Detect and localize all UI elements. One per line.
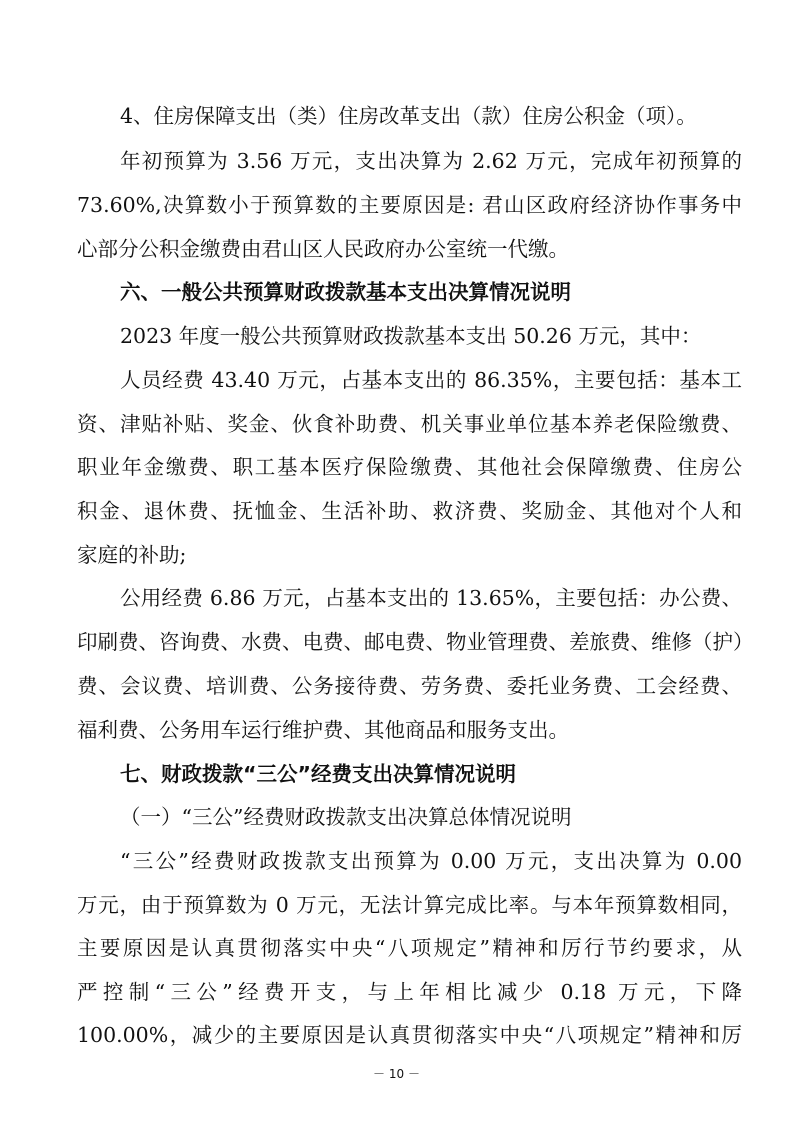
public-line-1: 公用经费 6.86 万元，占基本支出的 13.65%，主要包括：办公费、 <box>120 586 742 610</box>
public-line-4: 福利费、公务用车运行维护费、其他商品和服务支出。 <box>77 718 569 742</box>
housing-line-1: 年初预算为 3.56 万元，支出决算为 2.62 万元，完成年初预算的 <box>120 149 742 173</box>
housing-heading: 4、住房保障支出（类）住房改革支出（款）住房公积金（项）。 <box>120 104 697 128</box>
public-line-3: 费、会议费、培训费、公务接待费、劳务费、委托业务费、工会经费、 <box>77 674 742 698</box>
section7-subtitle: （一）“三公”经费财政拨款支出决算总体情况说明 <box>120 805 572 829</box>
sangong-line-5: 100.00%，减少的主要原因是认真贯彻落实中央“八项规定”精神和厉 <box>77 1023 742 1047</box>
section6-intro: 2023 年度一般公共预算财政拨款基本支出 50.26 万元，其中： <box>120 324 702 348</box>
personnel-line-4: 积金、退休费、抚恤金、生活补助、救济费、奖励金、其他对个人和 <box>77 499 742 523</box>
section7-title: 七、财政拨款“三公”经费支出决算情况说明 <box>120 762 516 786</box>
personnel-line-1: 人员经费 43.40 万元，占基本支出的 86.35%，主要包括：基本工 <box>120 368 742 392</box>
sangong-line-3: 主要原因是认真贯彻落实中央“八项规定”精神和厉行节约要求，从 <box>77 936 742 960</box>
sangong-line-2: 万元，由于预算数为 0 万元，无法计算完成比率。与本年预算数相同， <box>77 893 742 917</box>
personnel-line-5: 家庭的补助; <box>77 543 187 567</box>
sangong-line-4: 严控制“三公”经费开支，与上年相比减少 0.18 万元，下降 <box>77 980 742 1004</box>
personnel-line-3: 职业年金缴费、职工基本医疗保险缴费、其他社会保障缴费、住房公 <box>77 455 742 479</box>
housing-line-2: 73.60%,决算数小于预算数的主要原因是: 君山区政府经济协作事务中 <box>77 193 742 217</box>
public-line-2: 印刷费、咨询费、水费、电费、邮电费、物业管理费、差旅费、维修（护） <box>77 630 754 654</box>
section6-title: 六、一般公共预算财政拨款基本支出决算情况说明 <box>120 280 571 304</box>
personnel-line-2: 资、津贴补贴、奖金、伙食补助费、机关事业单位基本养老保险缴费、 <box>77 412 742 436</box>
housing-line-3: 心部分公积金缴费由君山区人民政府办公室统一代缴。 <box>77 237 569 261</box>
page-number: － 10 － <box>373 1067 420 1081</box>
sangong-line-1: “三公”经费财政拨款支出预算为 0.00 万元，支出决算为 0.00 <box>120 849 742 873</box>
